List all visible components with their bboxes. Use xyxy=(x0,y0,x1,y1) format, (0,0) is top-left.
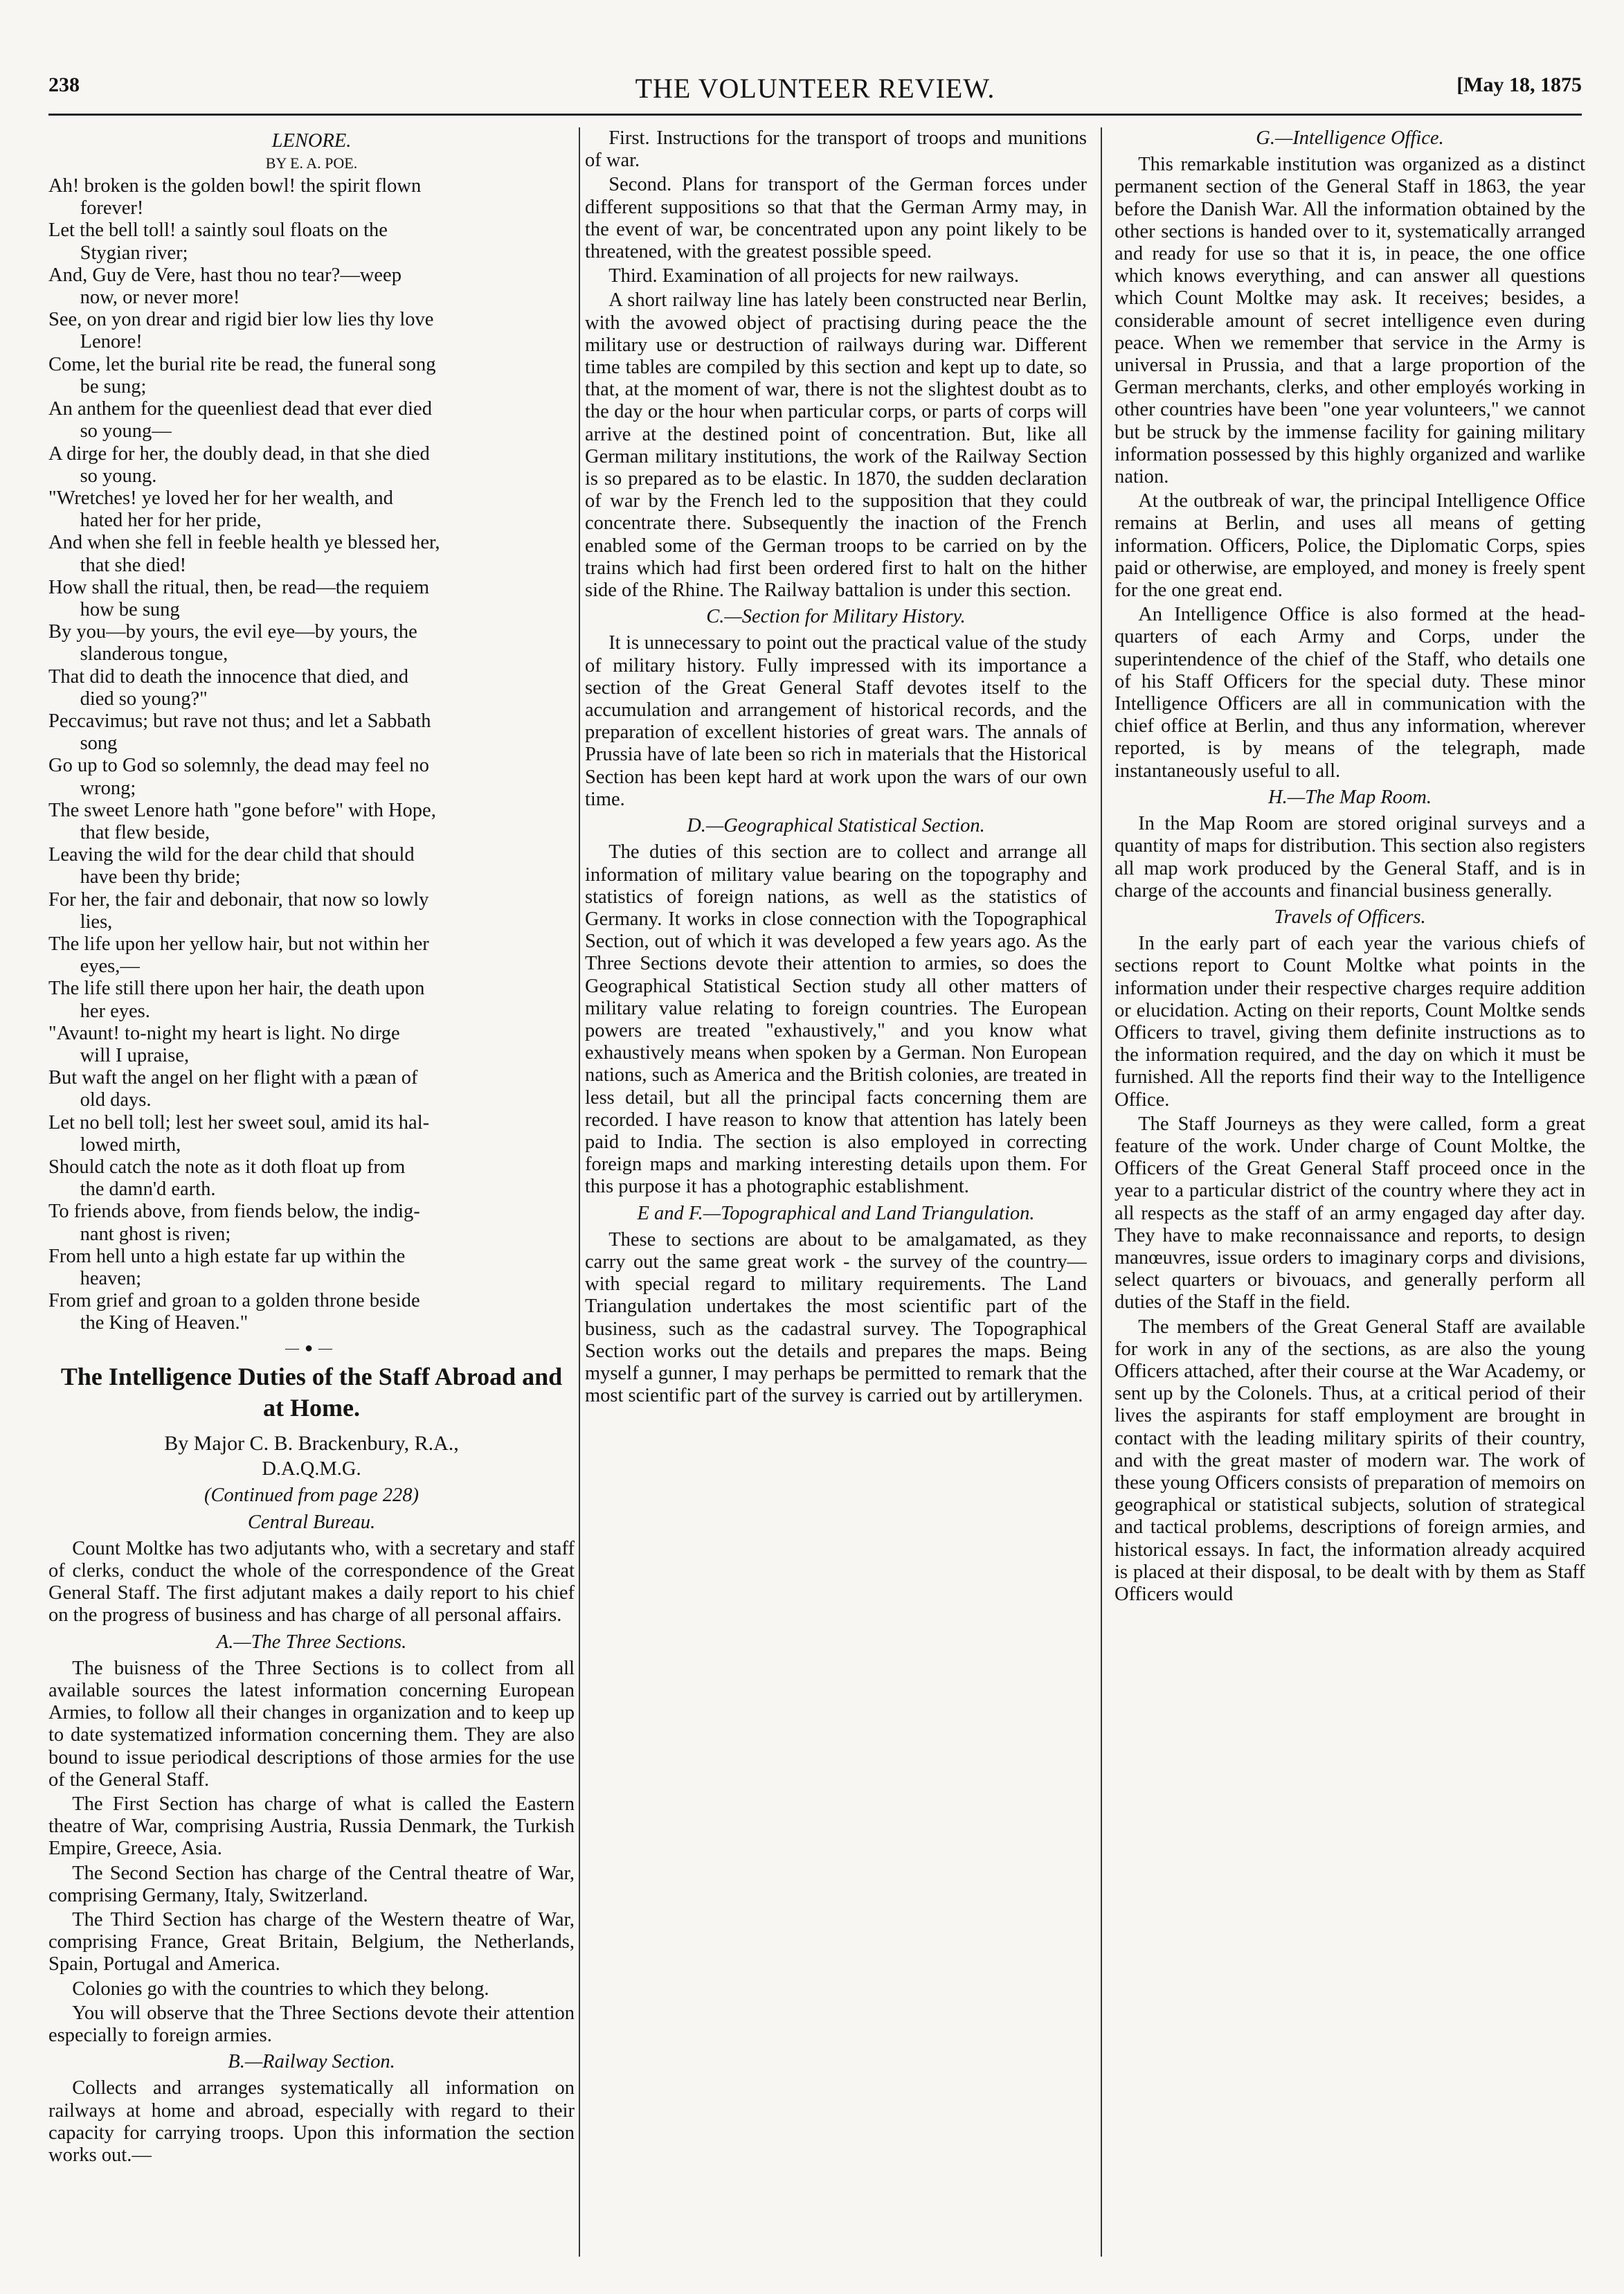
paragraph: In the Map Room are stored original surveys and a quantity of maps for distribution. This section also registers all map work produced by the General Staff, and is in charge of the accounts and financial business generally. xyxy=(1115,813,1585,902)
poem-line-text: An anthem for the queenliest dead that ever died xyxy=(48,398,432,420)
paragraph: At the outbreak of war, the principal Intelligence Office remains at Berlin, and uses all means of getting information. Officers, Police, the Diplomatic Corps, spies paid or otherwise, are employed, and money is freely spent for the one great end. xyxy=(1115,490,1585,602)
paragraph: These to sections are about to be amalgamated, as they carry out the same great work - the survey of the country—with special regard to military requirements. The Land Triangulation undertakes the most scientific part of the business, such as the cadastral survey. The Topographical Section works out the details and prepares the maps. Being myself a gunner, I may perhaps be permitted to remark that the most scientific part of the survey is carried out by artillerymen. xyxy=(585,1228,1087,1407)
poem-line-continuation: so young. xyxy=(80,465,157,487)
poem-line-continuation: be sung; xyxy=(80,375,147,397)
poem-author: BY E. A. POE. xyxy=(265,154,358,172)
paragraph: The duties of this section are to collect and arrange all information of military value bearing on the topography and statistics of foreign nations, as well as the statistics of Germany. It works in close connection with the Topographical Section, out of which it was developed a few years ago. As the Three Sections devote their attention to armies, so does the Geographical Statistical Section study all other matters of military value relating to foreign countries. The European powers are treated "exhaustively," and you know what exhaustively means when spoken by a German. Non European nations, such as America and the British colonies, are treated in less detail, but all the principal facts concerning them are recorded. I have reason to know that attention has lately been paid to India. The section is also employed in correcting foreign maps and marking interesting details upon them. For this purpose it has a photographic establishment. xyxy=(585,841,1087,1198)
article-byline: By Major C. B. Brackenbury, R.A., xyxy=(164,1432,459,1455)
poem-line-continuation: the damn'd earth. xyxy=(80,1179,216,1201)
poem-line-continuation: old days. xyxy=(80,1089,152,1111)
poem-line xyxy=(48,1246,575,1290)
poem-line xyxy=(48,1201,575,1245)
column-right xyxy=(1115,127,1585,2260)
poem-line-text: Peccavimus; but rave not thus; and let a Sabbath xyxy=(48,710,431,732)
paragraph: Colonies go with the countries to which they belong. xyxy=(72,1978,489,2000)
poem-line xyxy=(48,443,575,487)
section-heading: E and F.—Topographical and Land Triangulation. xyxy=(637,1202,1035,1224)
poem-line-continuation: Lenore! xyxy=(80,331,143,353)
paragraph: It is unnecessary to point out the practical value of the study of military history. Fully impressed with its importance a section of the Great General Staff devotes itself to the accumulation and arrangement of historical records, and the preparation of excellent histories of great wars. The annals of Prussia have of late been so rich in materials that the Historical Section has been kept hard at work upon the wars of our own time. xyxy=(585,632,1087,810)
poem-line xyxy=(48,844,575,888)
section-heading: B.—Railway Section. xyxy=(228,2051,395,2073)
poem-line xyxy=(48,889,575,933)
paragraph: The Third Section has charge of the Western theatre of War, comprising France, Great Britain, Belgium, the Netherlands, Spain, Portugal and America. xyxy=(48,1908,575,1975)
poem-line xyxy=(48,1156,575,1201)
poem-line xyxy=(48,1290,575,1334)
page-header xyxy=(48,69,1582,116)
poem-line-text: To friends above, from fiends below, the indig- xyxy=(48,1201,420,1223)
paragraph: This remarkable institution was organized as a distinct permanent section of the General Staff in 1863, the year before the Danish War. All the information obtained by the other sections is handed over to it, systematically arranged and ready for use so that it is, in peace, the one office which knows everything, and can answer all questions which Count Moltke may ask. It receives; besides, a considerable amount of secret intelligence even during peace. When we remember that service in the Army is universal in Prussia, and that a large proportion of the German merchants, clerks, and other employés working in other countries have been "one year volunteers," we cannot but be struck by the immense facility for gaining military information possessed by this highly organized and warlike nation. xyxy=(1115,154,1585,488)
poem-line xyxy=(48,755,575,799)
poem-line-continuation: that she died! xyxy=(80,554,187,576)
poem-line xyxy=(48,354,575,398)
poem-line xyxy=(48,710,575,755)
poem-line-continuation: slanderous tongue, xyxy=(80,643,228,665)
section-heading: Central Bureau. xyxy=(247,1511,376,1533)
section-heading: G.—Intelligence Office. xyxy=(1256,127,1444,149)
poem-line xyxy=(48,532,575,576)
poem-line-continuation: have been thy bride; xyxy=(80,866,241,888)
poem-line-continuation: so young— xyxy=(80,420,172,442)
poem-line xyxy=(48,666,575,710)
poem-line-continuation: nant ghost is riven; xyxy=(80,1223,231,1245)
poem-line-continuation: how be sung xyxy=(80,598,180,620)
poem-line xyxy=(48,621,575,665)
section-divider: —●— xyxy=(285,1340,339,1356)
article-title: The Intelligence Duties of the Staff Abroad and at Home. xyxy=(60,1363,563,1422)
poem-line xyxy=(48,1112,575,1156)
issue-date: [May 18, 1875 xyxy=(1456,73,1582,96)
poem-line-text: "Wretches! ye loved her for her wealth, and xyxy=(48,487,393,509)
column-rule xyxy=(1101,127,1102,2257)
poem-line-text: "Avaunt! to-night my heart is light. No dirge xyxy=(48,1022,400,1044)
section-heading: Travels of Officers. xyxy=(1274,906,1426,928)
column-rule xyxy=(579,127,580,2257)
poem-line-text: Come, let the burial rite be read, the funeral song xyxy=(48,353,436,375)
poem-line xyxy=(48,309,575,353)
paragraph: A short railway line has lately been constructed near Berlin, with the avowed object of practising during peace the the military use or destruction of railways during war. Different time tables are compiled by this section and kept up to date, so that, at the moment of war, there is not the slightest doubt as to the day or the hour when particular corps, or parts of corps will arrive at the destined point of concentration. But, like all German military institutions, the work of the Railway Section is so prepared as to be elastic. In 1870, the sudden declaration of war by the French led to the supposition that they could concentrate there. Subsequently the inaction of the French enabled some of the German troops to be carried on by the trains which had first been ordered first to halt on the hither side of the Rhine. The Railway battalion is under this section. xyxy=(585,289,1087,602)
paragraph: Collects and arranges systematically all information on railways at home and abroad, especially with regard to their capacity for carrying troops. Upon this information the section works out.— xyxy=(48,2077,575,2166)
continued-note: (Continued from page 228) xyxy=(204,1485,419,1507)
poem-body xyxy=(48,175,575,1335)
poem-line xyxy=(48,577,575,621)
section-heading: H.—The Map Room. xyxy=(1268,786,1432,808)
poem-line-continuation: Stygian river; xyxy=(80,242,188,264)
poem-line-text: By you—by yours, the evil eye—by yours, the xyxy=(48,621,417,643)
poem-line xyxy=(48,978,575,1022)
poem-line-text: And when she fell in feeble health ye blessed her, xyxy=(48,532,440,554)
poem-line-continuation: eyes,— xyxy=(80,956,140,978)
poem-line-continuation: forever! xyxy=(80,197,144,219)
poem-line xyxy=(48,265,575,309)
poem-line-text: The life upon her yellow hair, but not within her xyxy=(48,933,429,955)
poem-line-continuation: lies, xyxy=(80,911,113,933)
poem-line-continuation: lowed mirth, xyxy=(80,1133,181,1156)
poem-line-text: And, Guy de Vere, hast thou no tear?—weep xyxy=(48,264,402,286)
poem-line-continuation: song xyxy=(80,733,118,755)
paragraph: An Intelligence Office is also formed at the head-quarters of each Army and Corps, under the superintendence of the chief of the Staff, who details one of his Staff Officers for the special duty. These minor Intelligence Officers are all in communication with the chief office at Berlin, and thus any information, wherever reported, is by means of the telegraph, made instantaneously useful to all. xyxy=(1115,604,1585,782)
paragraph: Second. Plans for transport of the German forces under different suppositions so that that the German Army may, in the event of war, be concentrated upon any point likely to be threatened, with the greatest possible speed. xyxy=(585,174,1087,263)
poem-line xyxy=(48,175,575,219)
paragraph: The members of the Great General Staff are available for work in any of the sections, as are also the young Officers attached, after their course at the War Academy, or sent up by the Colonels. Thus, at a critical period of their lives the aspirants for staff employment are brought in contact with the leading military spirits of their country, and with the great master of modern war. The work of these young Officers consists of preparation of memoirs on geographical or statistical subjects, solution of strategical and tactical problems, descriptions of foreign armies, and historical essays. In fact, the information already acquired is placed at their disposal, to be dealt with by them as Staff Officers would xyxy=(1115,1316,1585,1605)
poem-line-text: Should catch the note as it doth float up from xyxy=(48,1156,406,1178)
column-left xyxy=(48,127,575,2260)
poem-line-text: The life still there upon her hair, the death upon xyxy=(48,978,425,1000)
paragraph: In the early part of each year the various chiefs of sections report to Count Moltke what points in the information under their respective charges require addition or elucidation. Acting on their reports, Count Moltke sends Officers to travel, giving them definite instructions as to the information required, and the day on which it must be furnished. All the reports find their way to the Intelligence Office. xyxy=(1115,933,1585,1111)
paragraph: The First Section has charge of what is called the Eastern theatre of War, comprising Austria, Russia Denmark, the Turkish Empire, Greece, Asia. xyxy=(48,1793,575,1860)
poem-line-continuation: will I upraise, xyxy=(80,1044,190,1066)
poem-line-text: The sweet Lenore hath "gone before" with Hope, xyxy=(48,799,436,821)
poem-line-text: Leaving the wild for the dear child that should xyxy=(48,844,415,866)
poem-line-text: A dirge for her, the doubly dead, in that she died xyxy=(48,442,430,465)
column-middle xyxy=(585,127,1087,2260)
poem-line xyxy=(48,487,575,532)
poem-title: LENORE. xyxy=(271,130,352,152)
poem-line-continuation: her eyes. xyxy=(80,1000,150,1022)
page-number: 238 xyxy=(48,73,80,96)
section-heading: A.—The Three Sections. xyxy=(216,1631,407,1653)
paragraph: Third. Examination of all projects for new railways. xyxy=(608,265,1019,287)
poem-line-text: How shall the ritual, then, be read—the requiem xyxy=(48,576,430,598)
poem-line-text: Let the bell toll! a saintly soul floats on the xyxy=(48,219,388,242)
article-rank: D.A.Q.M.G. xyxy=(262,1458,361,1480)
poem-line xyxy=(48,1067,575,1111)
poem-line-continuation: that flew beside, xyxy=(80,821,210,843)
poem-line-text: Ah! broken is the golden bowl! the spirit flown xyxy=(48,175,422,197)
poem-line-text: Go up to God so solemnly, the dead may feel no xyxy=(48,755,429,777)
paragraph: You will observe that the Three Sections devote their attention especially to foreign armies. xyxy=(48,2002,575,2046)
paragraph: The buisness of the Three Sections is to collect from all available sources the latest information concerning European Armies, to follow all their changes in organization and to keep up to date systematized information concerning them. They are also bound to issue periodical descriptions of those armies for the use of the General Staff. xyxy=(48,1657,575,1791)
poem-line-continuation: wrong; xyxy=(80,777,136,799)
poem-line-text: See, on yon drear and rigid bier low lies thy love xyxy=(48,309,434,331)
poem-line-text: From grief and groan to a golden throne beside xyxy=(48,1290,420,1312)
poem-line xyxy=(48,800,575,844)
poem-line-continuation: heaven; xyxy=(80,1268,142,1290)
paragraph: Count Moltke has two adjutants who, with a secretary and staff of clerks, conduct the whole of the correspondence of the Great General Staff. The first adjutant makes a daily report to his chief on the progress of business and has charge of all personal affairs. xyxy=(48,1537,575,1627)
paragraph: The Staff Journeys as they were called, form a great feature of the work. Under charge of Count Moltke, the Officers of the Great General Staff proceed once in the year to a particular district of the country where they act in all respects as the staff of an army engaged day after day. They have to make reconnaissance and reports, to design manœuvres, issue orders to imaginary corps and divisions, select quarters or bivouacs, and generally perform all duties of the Staff in the field. xyxy=(1115,1113,1585,1314)
poem-line-continuation: now, or never more! xyxy=(80,287,240,309)
poem-line-text: For her, the fair and debonair, that now so lowly xyxy=(48,888,429,911)
poem-line-continuation: the King of Heaven." xyxy=(80,1312,249,1334)
poem-line xyxy=(48,933,575,978)
poem-line xyxy=(48,398,575,442)
poem-line-text: That did to death the innocence that died, and xyxy=(48,665,408,688)
poem-line-text: But waft the angel on her flight with a pæan of xyxy=(48,1067,418,1089)
poem-line-continuation: died so young?" xyxy=(80,688,208,710)
publication-title: THE VOLUNTEER REVIEW. xyxy=(635,73,995,104)
section-heading: D.—Geographical Statistical Section. xyxy=(687,815,985,837)
poem-line-text: From hell unto a high estate far up within the xyxy=(48,1245,406,1267)
poem-line-text: Let no bell toll; lest her sweet soul, amid its hal- xyxy=(48,1111,430,1133)
poem-line-continuation: hated her for her pride, xyxy=(80,510,262,532)
poem-line xyxy=(48,1023,575,1067)
section-heading: C.—Section for Military History. xyxy=(706,606,966,628)
paragraph: First. Instructions for the transport of troops and munitions of war. xyxy=(585,127,1087,172)
paragraph: The Second Section has charge of the Central theatre of War, comprising Germany, Italy, Switzerland. xyxy=(48,1862,575,1906)
poem-line xyxy=(48,219,575,264)
